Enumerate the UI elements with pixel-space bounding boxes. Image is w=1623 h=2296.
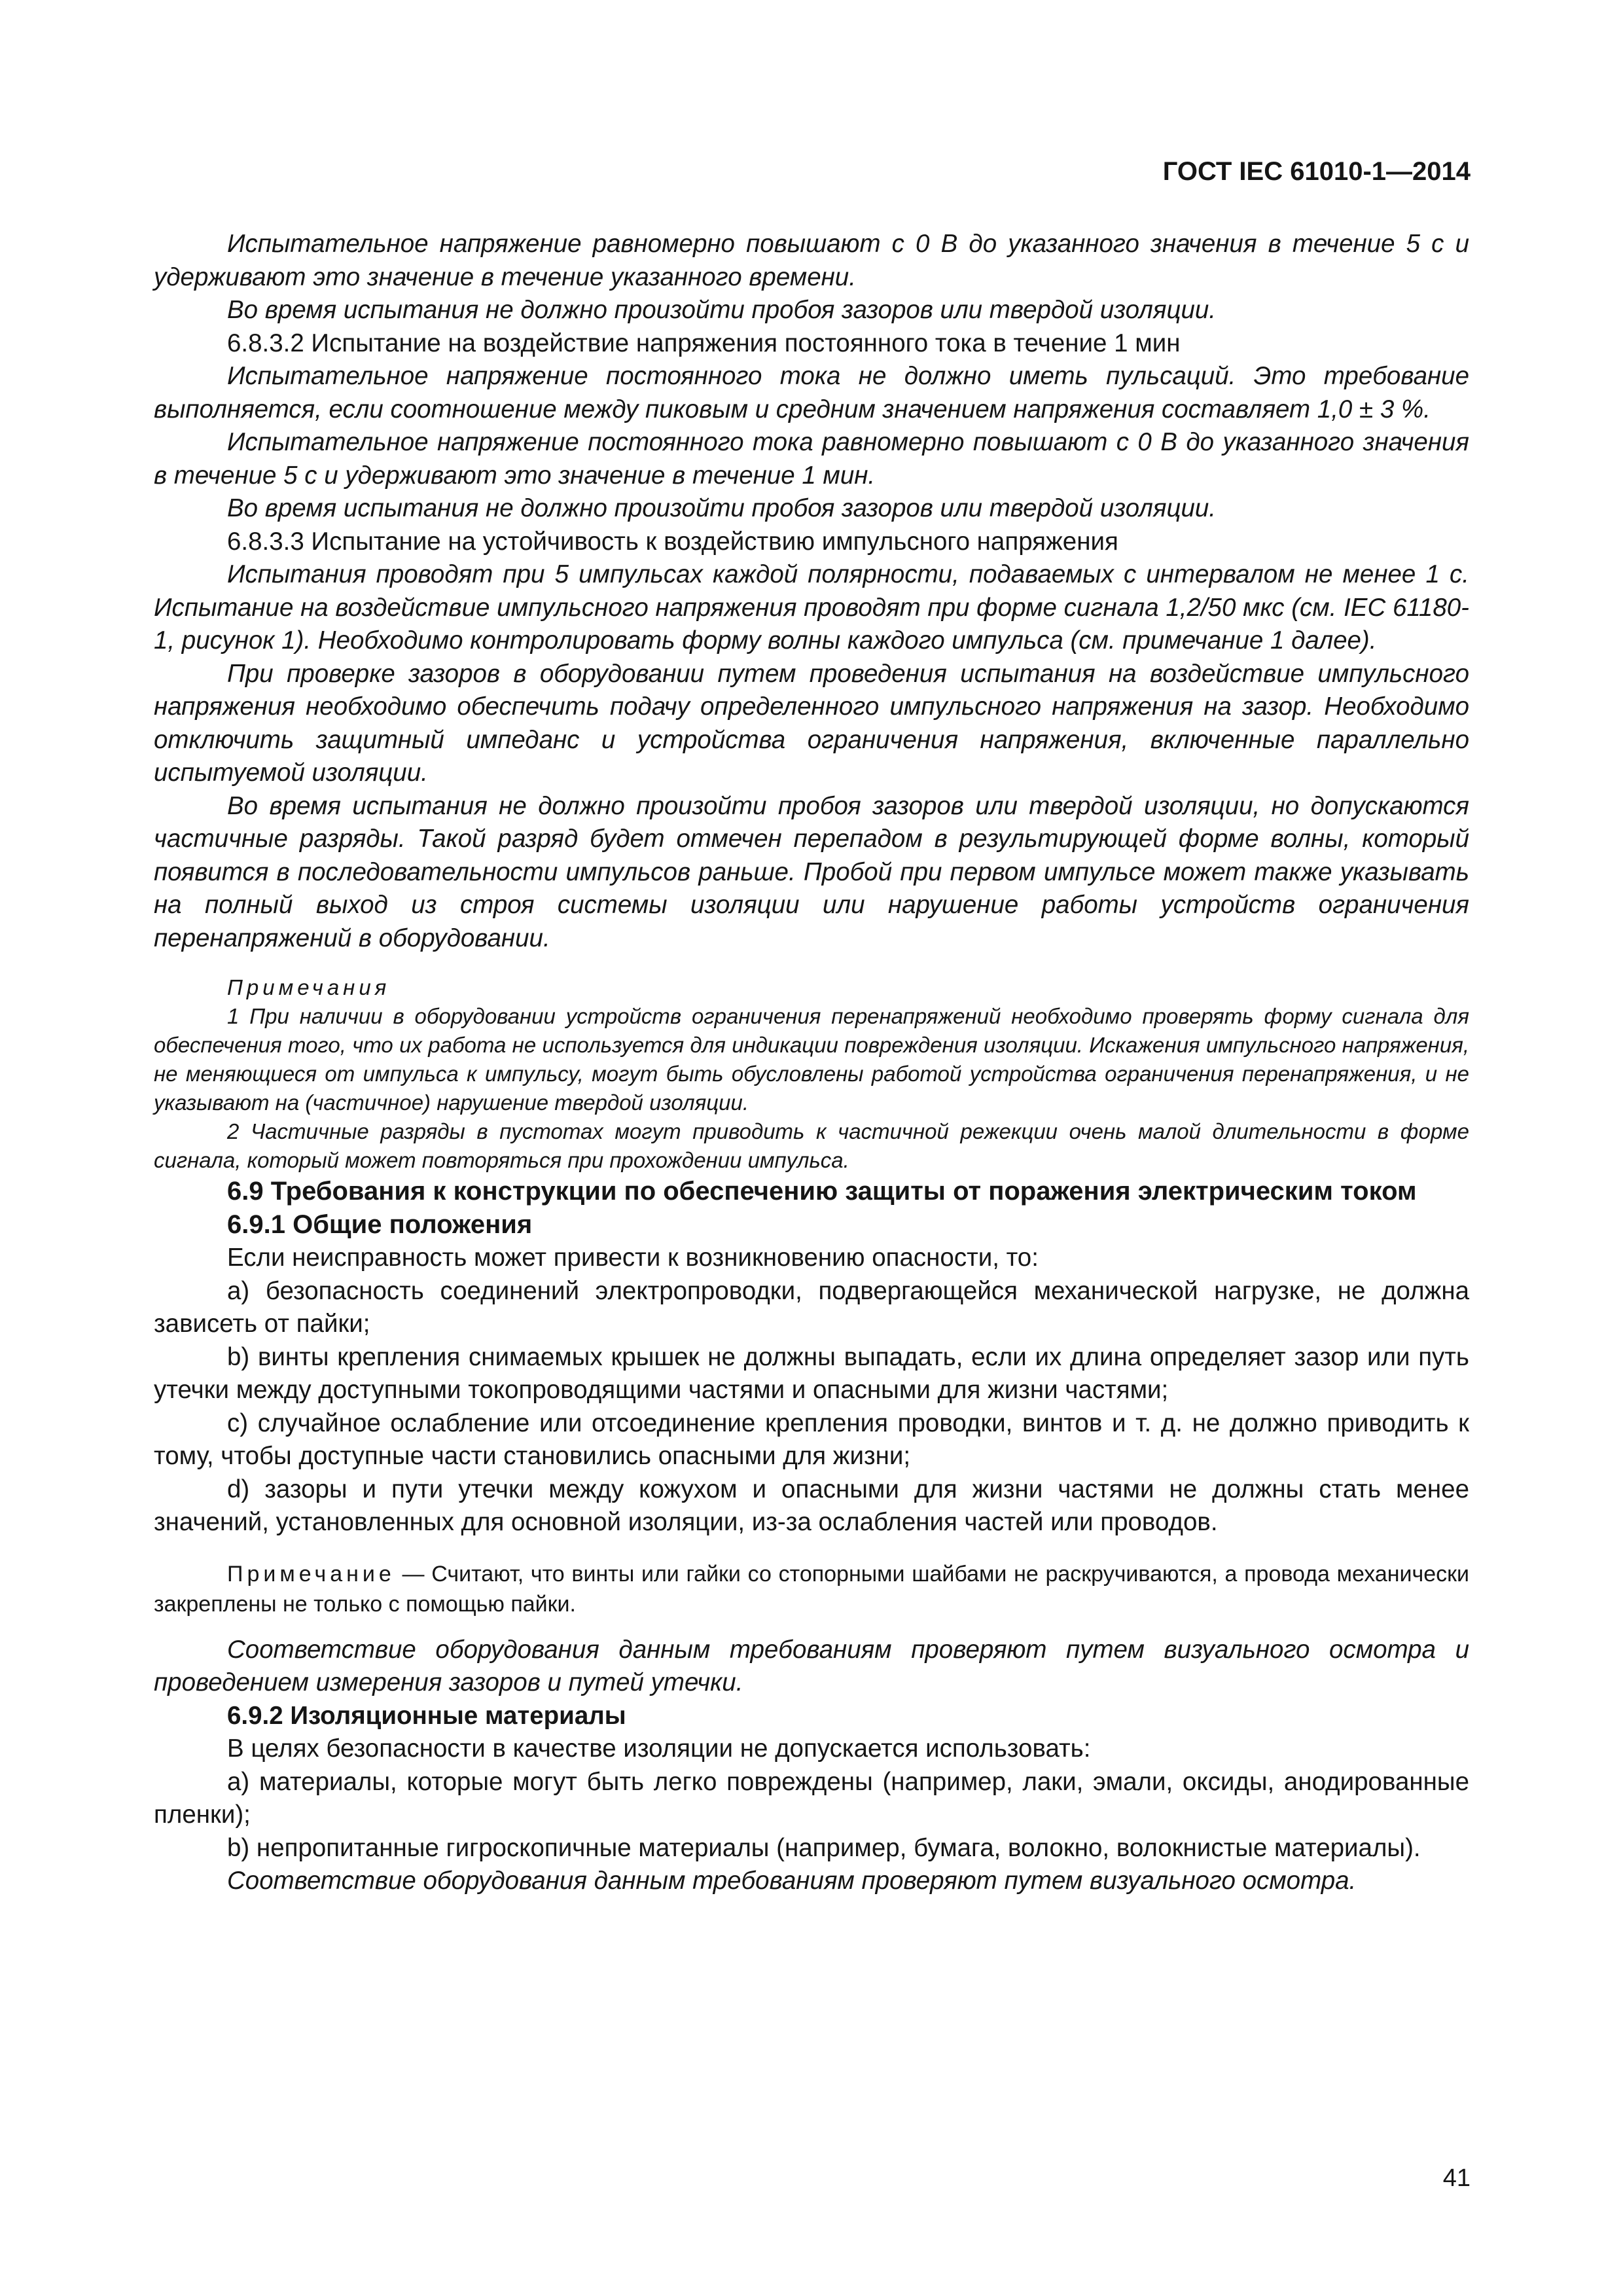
paragraph: Испытательное напряжение постоянного тока не должно иметь пульсаций. Это требование выполняется, если соотношение между пиковым и средним значением напряжения составляет 1,0 ± 3 %. bbox=[154, 362, 1469, 423]
compliance-statement: Соответствие оборудования данным требованиям проверяют путем визуального осмотра. bbox=[227, 1867, 1357, 1895]
note-text: — Считают, что винты или гайки со стопорными шайбами не раскручиваются, а провода механически закреплены не только с помощью пайки. bbox=[154, 1561, 1469, 1617]
paragraph: Испытательное напряжение равномерно повышают с 0 В до указанного значения в течение 5 с и удерживают это значение в течение указанного времени. bbox=[154, 230, 1469, 291]
notes-block bbox=[154, 973, 1469, 1175]
paragraph: В целях безопасности в качестве изоляции не допускается использовать: bbox=[227, 1734, 1091, 1763]
paragraph: Во время испытания не должно произойти пробоя зазоров или твердой изоляции. bbox=[227, 494, 1216, 522]
list-item: a) безопасность соединений электропроводки, подвергающейся механической нагрузке, не должна зависеть от пайки; bbox=[154, 1276, 1469, 1338]
notes-heading: Примечания bbox=[227, 975, 391, 999]
list-item: a) материалы, которые могут быть легко повреждены (например, лаки, эмали, оксиды, анодированные пленки); bbox=[154, 1767, 1469, 1829]
paragraph: Во время испытания не должно произойти пробоя зазоров или твердой изоляции. bbox=[227, 296, 1216, 324]
section-heading-6-9-1: 6.9.1 Общие положения bbox=[227, 1210, 533, 1239]
note-1: 1 При наличии в оборудовании устройств ограничения перенапряжений необходимо проверять форму сигнала для обеспечения того, что их работа не используется для индикации повреждения изоляции. Искажения импульсного напряжения, не меняющиеся от импульса к импульсу, могут быть обусловлены работой устройства ограничения перенапряжения, и не указывают на (частичное) нарушение твердой изоляции. bbox=[154, 1004, 1469, 1115]
clause-heading-6-8-3-3: 6.8.3.3 Испытание на устойчивость к воздействию импульсного напряжения bbox=[227, 527, 1118, 556]
list-item: d) зазоры и пути утечки между кожухом и опасными для жизни частями не должны стать менее значений, установленных для основной изоляции, из-за ослабления частей или проводов. bbox=[154, 1475, 1469, 1536]
clause-heading-6-8-3-2: 6.8.3.2 Испытание на воздействие напряжения постоянного тока в течение 1 мин bbox=[227, 329, 1181, 357]
page-number: 41 bbox=[1442, 2164, 1471, 2192]
note bbox=[154, 1559, 1469, 1619]
paragraph: Во время испытания не должно произойти пробоя зазоров или твердой изоляции, но допускаются частичные разряды. Такой разряд будет отмечен перепадом в результирующей форме волны, который появится в последовательности импульсов раньше. Пробой при первом импульсе может также указывать на полный выход из строя системы изоляции или нарушение работы устройств ограничения перенапряжений в оборудовании. bbox=[154, 791, 1469, 952]
document-header-standard-id: ГОСТ IEC 61010-1—2014 bbox=[1162, 157, 1471, 186]
note-2: 2 Частичные разряды в пустотах могут приводить к частичной режекции очень малой длительности в форме сигнала, который может повторяться при прохождении импульса. bbox=[154, 1119, 1469, 1172]
list-item: b) винты крепления снимаемых крышек не должны выпадать, если их длина определяет зазор или путь утечки между доступными токопроводящими частями и опасными для жизни частями; bbox=[154, 1342, 1469, 1404]
list-item: c) случайное ослабление или отсоединение крепления проводки, винтов и т. д. не должно приводить к тому, чтобы доступные части становились опасными для жизни; bbox=[154, 1408, 1469, 1470]
list-item: b) непропитанные гигроскопичные материалы (например, бумага, волокно, волокнистые материалы). bbox=[227, 1833, 1421, 1862]
paragraph: Испытания проводят при 5 импульсах каждой полярности, подаваемых с интервалом не менее 1 с. Испытание на воздействие импульсного напряжения проводят при форме сигнала 1,2/50 мкс (см. IEC 61180-1, рисунок 1). Необходимо контролировать форму волны каждого импульса (см. примечание 1 далее). bbox=[154, 560, 1469, 655]
section-heading-6-9: 6.9 Требования к конструкции по обеспечению защиты от поражения электрическим током bbox=[227, 1177, 1417, 1206]
page-content bbox=[154, 228, 1469, 1898]
paragraph: Испытательное напряжение постоянного тока равномерно повышают с 0 В до указанного значения в течение 5 с и удерживают это значение в течение 1 мин. bbox=[154, 428, 1469, 490]
paragraph: Если неисправность может привести к возникновению опасности, то: bbox=[227, 1244, 1039, 1272]
note-label: Примечание bbox=[227, 1561, 395, 1587]
paragraph: При проверке зазоров в оборудовании путем проведения испытания на воздействие импульсного напряжения необходимо обеспечить подачу определенного импульсного напряжения на зазор. Необходимо отключить защитный импеданс и устройства ограничения напряжения, включенные параллельно испытуемой изоляции. bbox=[154, 659, 1469, 787]
section-heading-6-9-2: 6.9.2 Изоляционные материалы bbox=[227, 1701, 626, 1730]
compliance-statement: Соответствие оборудования данным требованиям проверяют путем визуального осмотра и проведением измерения зазоров и путей утечки. bbox=[154, 1635, 1469, 1696]
